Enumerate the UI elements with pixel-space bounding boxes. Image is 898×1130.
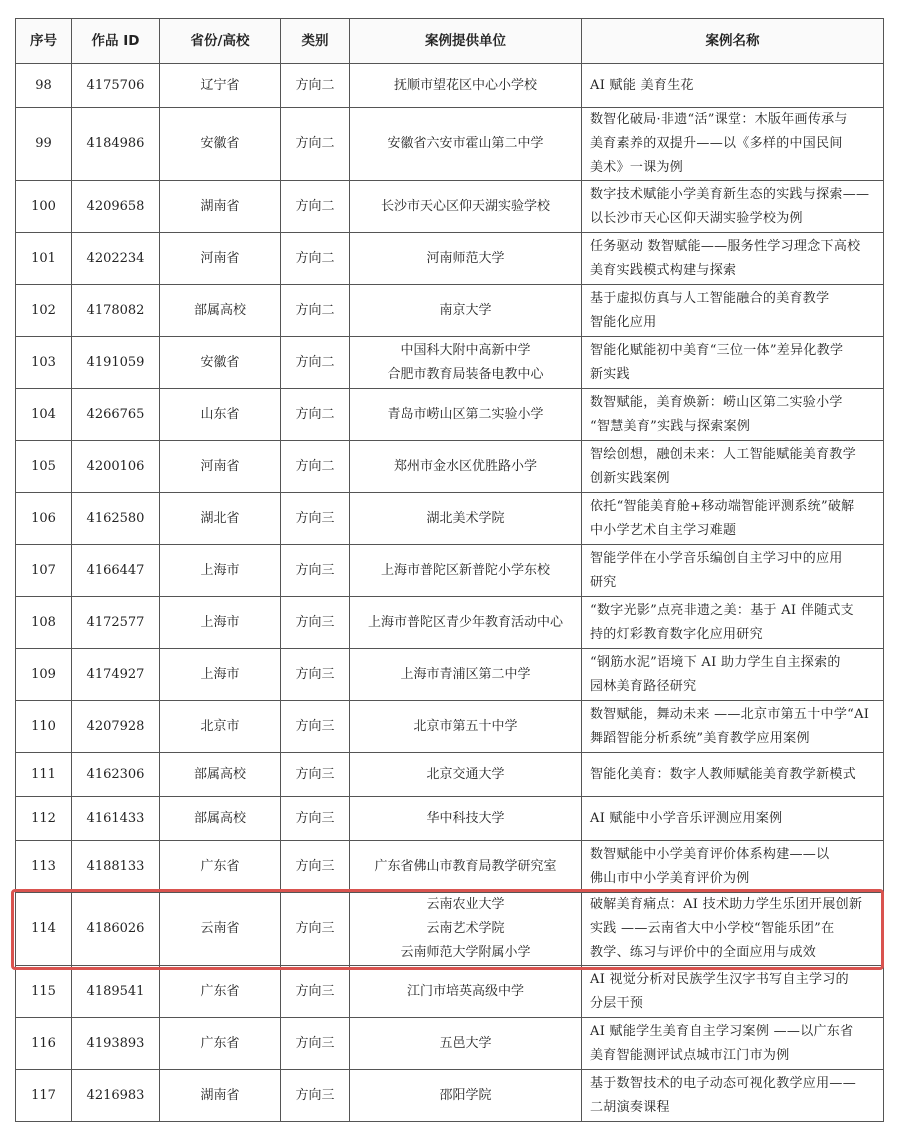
cell-title-line: 智能化应用 [590,314,657,330]
cell-title-line: AI 赋能中小学音乐评测应用案例 [590,810,783,826]
cell-title [582,597,884,649]
cell-title-line: 数智赋能，美育焕新：崂山区第二实验小学 [590,394,843,410]
cell-unit-line: 云南师范大学附属小学 [400,945,531,960]
col-header-province: 省份/高校 [160,19,281,64]
cell-work-id: 4166447 [72,545,160,597]
cell-unit-line: 合肥市教育局装备电教中心 [387,366,544,382]
cell-title-line: 美育智能测评试点城市江门市为例 [590,1047,790,1063]
cell-unit-line: 北京交通大学 [426,766,505,782]
cell-title-line: 智能学伴在小学音乐编创自主学习中的应用 [590,550,843,566]
cell-category: 方向三 [281,841,350,893]
cell-unit-line: 河南师范大学 [426,250,505,266]
cell-unit [350,1070,582,1122]
table-row [16,893,884,966]
cell-province: 上海市 [160,597,281,649]
cell-category: 方向二 [281,64,350,108]
cell-title-line: 基于数智技术的电子动态可视化教学应用—— [590,1075,857,1091]
cell-work-id: 4162306 [72,753,160,797]
cell-province: 上海市 [160,545,281,597]
cell-title-line: “智慧美育”实践与探索案例 [590,418,751,434]
cell-title [582,841,884,893]
cell-work-id: 4162580 [72,493,160,545]
cell-unit [350,108,582,181]
cell-unit [350,285,582,337]
cell-province: 安徽省 [160,337,281,389]
cell-work-id: 4184986 [72,108,160,181]
cell-category: 方向三 [281,545,350,597]
cell-province: 云南省 [160,893,281,966]
table-row [16,285,884,337]
cell-title-line: 美育实践模式构建与探索 [590,262,737,278]
cell-title-line: 园林美育路径研究 [590,678,697,694]
cell-province: 河南省 [160,441,281,493]
cell-work-id: 4209658 [72,181,160,233]
cell-title-line: AI 赋能学生美育自主学习案例 ——以广东省 [590,1023,854,1039]
cell-title [582,64,884,108]
cell-unit [350,493,582,545]
cell-unit-line: 北京市第五十中学 [413,718,518,734]
cell-work-id: 4188133 [72,841,160,893]
cell-work-id: 4161433 [72,797,160,841]
cell-title-line: 舞蹈智能分析系统”美育教学应用案例 [590,730,810,746]
cell-category: 方向二 [281,181,350,233]
cell-title-line: 数智赋能，舞动未来 ——北京市第五十中学“AI [590,706,870,722]
cell-title [582,441,884,493]
cell-work-id: 4193893 [72,1018,160,1070]
cell-province: 上海市 [160,649,281,701]
cell-unit-line: 上海市普陀区青少年教育活动中心 [367,614,563,630]
table-row [16,701,884,753]
table-row [16,841,884,893]
cell-seq: 108 [16,597,72,649]
table-row [16,441,884,493]
cell-unit-line: 南京大学 [439,302,492,318]
cell-work-id: 4186026 [72,893,160,966]
table-row [16,337,884,389]
cell-unit [350,597,582,649]
cell-title [582,108,884,181]
cell-work-id: 4216983 [72,1070,160,1122]
cell-unit-line: 五邑大学 [439,1035,492,1051]
cell-unit [350,841,582,893]
cell-category: 方向三 [281,493,350,545]
table-body [16,64,884,1122]
cell-seq: 117 [16,1070,72,1122]
cell-unit [350,233,582,285]
cell-work-id: 4266765 [72,389,160,441]
cell-title-line: 数智赋能中小学美育评价体系构建——以 [590,846,830,862]
cell-unit-line: 青岛市崂山区第二实验小学 [387,406,544,422]
cell-title [582,1070,884,1122]
cell-unit-line: 长沙市天心区仰天湖实验学校 [380,198,550,214]
table-row [16,597,884,649]
cell-category: 方向三 [281,753,350,797]
table-row [16,108,884,181]
cell-title-line: 美术》一课为例 [590,160,684,175]
cell-province: 北京市 [160,701,281,753]
cell-title-line: 二胡演奏课程 [590,1099,670,1115]
cell-category: 方向二 [281,441,350,493]
cell-unit [350,441,582,493]
cell-category: 方向三 [281,701,350,753]
cell-seq: 107 [16,545,72,597]
cell-seq: 113 [16,841,72,893]
cell-seq: 104 [16,389,72,441]
cell-category: 方向三 [281,966,350,1018]
cell-seq: 111 [16,753,72,797]
cell-title [582,233,884,285]
cell-title-line: “数字光影”点亮非遗之美：基于 AI 伴随式支 [590,602,854,618]
cell-title [582,285,884,337]
table-row [16,1070,884,1122]
cell-work-id: 4202234 [72,233,160,285]
cell-unit [350,701,582,753]
cell-category: 方向二 [281,337,350,389]
cell-seq: 105 [16,441,72,493]
cell-title [582,337,884,389]
cell-seq: 116 [16,1018,72,1070]
cell-title [582,893,884,966]
cell-title [582,753,884,797]
cell-category: 方向三 [281,597,350,649]
cell-unit [350,337,582,389]
cell-category: 方向二 [281,285,350,337]
cell-unit-line: 中国科大附中高新中学 [400,342,531,358]
cell-work-id: 4189541 [72,966,160,1018]
cell-unit-line: 华中科技大学 [426,810,505,826]
cell-province: 广东省 [160,966,281,1018]
cell-category: 方向三 [281,649,350,701]
cell-category: 方向二 [281,108,350,181]
cell-province: 广东省 [160,1018,281,1070]
cell-province: 部属高校 [160,285,281,337]
cell-work-id: 4174927 [72,649,160,701]
cell-title [582,797,884,841]
cell-title-line: 佛山市中小学美育评价为例 [590,870,750,886]
cell-seq: 99 [16,108,72,181]
cell-title-line: 分层干预 [590,995,644,1011]
table-header [16,19,884,64]
cell-unit-line: 安徽省六安市霍山第二中学 [387,136,544,151]
cell-title-line: 新实践 [590,366,630,382]
table-row [16,753,884,797]
cell-unit [350,893,582,966]
col-header-unit: 案例提供单位 [350,19,582,64]
cell-unit [350,64,582,108]
table-row [16,233,884,285]
cell-title-line: 智绘创想，融创未来：人工智能赋能美育教学 [590,446,857,462]
cell-category: 方向三 [281,1070,350,1122]
cell-unit [350,797,582,841]
cell-unit-line: 上海市普陀区新普陀小学东校 [380,562,550,578]
cell-unit-line: 郑州市金水区优胜路小学 [393,458,537,474]
cell-province: 广东省 [160,841,281,893]
case-table [15,18,884,1122]
cell-unit-line: 抚顺市望花区中心小学校 [393,77,537,93]
col-header-seq: 序号 [16,19,72,64]
cell-title [582,1018,884,1070]
cell-title-line: “钢筋水泥”语境下 AI 助力学生自主探索的 [590,654,841,670]
cell-title [582,181,884,233]
cell-title-line: 依托“智能美育舱+移动端智能评测系统”破解 [590,498,855,514]
cell-unit [350,1018,582,1070]
cell-unit-line: 上海市青浦区第二中学 [400,666,531,682]
cell-title-line: 基于虚拟仿真与人工智能融合的美育教学 [590,290,830,306]
cell-title [582,701,884,753]
table-row [16,1018,884,1070]
cell-title [582,493,884,545]
cell-unit-line: 湖北美术学院 [426,510,505,526]
table-row [16,181,884,233]
cell-province: 湖北省 [160,493,281,545]
cell-unit [350,545,582,597]
cell-province: 部属高校 [160,753,281,797]
cell-work-id: 4191059 [72,337,160,389]
cell-seq: 112 [16,797,72,841]
cell-unit-line: 广东省佛山市教育局教学研究室 [374,858,557,874]
cell-unit-line: 云南艺术学院 [426,921,505,936]
cell-unit [350,389,582,441]
cell-title-line: 实践 ——云南省大中小学校“智能乐团”在 [590,921,835,936]
cell-unit-line: 江门市培英高级中学 [406,983,524,999]
cell-seq: 109 [16,649,72,701]
cell-title-line: 任务驱动 数智赋能——服务性学习理念下高校 [590,238,861,254]
cell-unit [350,966,582,1018]
cell-unit [350,181,582,233]
col-header-work-id: 作品 ID [72,19,160,64]
cell-title-line: 数字技术赋能小学美育新生态的实践与探索—— [590,186,870,202]
table-row [16,797,884,841]
cell-title-line: 智能化美育：数字人教师赋能美育教学新模式 [590,766,857,782]
cell-unit-line: 云南农业大学 [426,897,505,912]
col-header-title: 案例名称 [582,19,884,64]
table-row [16,64,884,108]
cell-seq: 106 [16,493,72,545]
cell-work-id: 4172577 [72,597,160,649]
cell-title [582,966,884,1018]
cell-title-line: 以长沙市天心区仰天湖实验学校为例 [590,210,803,226]
table-row [16,389,884,441]
cell-work-id: 4200106 [72,441,160,493]
table-row [16,493,884,545]
cell-title-line: AI 视觉分析对民族学生汉字书写自主学习的 [590,971,849,987]
cell-title-line: 智能化赋能初中美育“三位一体”差异化教学 [590,342,844,358]
cell-seq: 115 [16,966,72,1018]
header-row [16,19,884,64]
cell-seq: 110 [16,701,72,753]
cell-title [582,389,884,441]
cell-title-line: 持的灯彩教育数字化应用研究 [590,626,763,642]
cell-province: 安徽省 [160,108,281,181]
cell-province: 湖南省 [160,1070,281,1122]
cell-title-line: 教学、练习与评价中的全面应用与成效 [590,945,817,960]
cell-category: 方向二 [281,233,350,285]
cell-unit-line: 邵阳学院 [439,1087,492,1103]
cell-seq: 114 [16,893,72,966]
cell-title-line: 破解美育痛点：AI 技术助力学生乐团开展创新 [590,897,863,912]
cell-title-line: 创新实践案例 [590,470,670,486]
cell-title-line: 研究 [590,574,617,590]
cell-title-line: AI 赋能 美育生花 [590,77,694,93]
cell-work-id: 4178082 [72,285,160,337]
cell-seq: 101 [16,233,72,285]
cell-work-id: 4207928 [72,701,160,753]
cell-unit [350,649,582,701]
cell-title-line: 数智化破局·非遗“活”课堂：木版年画传承与 [590,112,848,127]
cell-category: 方向三 [281,797,350,841]
cell-seq: 102 [16,285,72,337]
cell-province: 部属高校 [160,797,281,841]
cell-province: 辽宁省 [160,64,281,108]
cell-category: 方向三 [281,893,350,966]
cell-title [582,545,884,597]
table-row [16,966,884,1018]
cell-work-id: 4175706 [72,64,160,108]
table-row [16,649,884,701]
cell-unit [350,753,582,797]
cell-title-line: 中小学艺术自主学习难题 [590,522,737,538]
cell-category: 方向二 [281,389,350,441]
cell-category: 方向三 [281,1018,350,1070]
cell-province: 山东省 [160,389,281,441]
cell-title [582,649,884,701]
table-row [16,545,884,597]
cell-seq: 100 [16,181,72,233]
cell-province: 河南省 [160,233,281,285]
col-header-category: 类别 [281,19,350,64]
cell-title-line: 美育素养的双提升——以《多样的中国民间 [590,136,843,151]
cell-seq: 103 [16,337,72,389]
cell-seq: 98 [16,64,72,108]
cell-province: 湖南省 [160,181,281,233]
